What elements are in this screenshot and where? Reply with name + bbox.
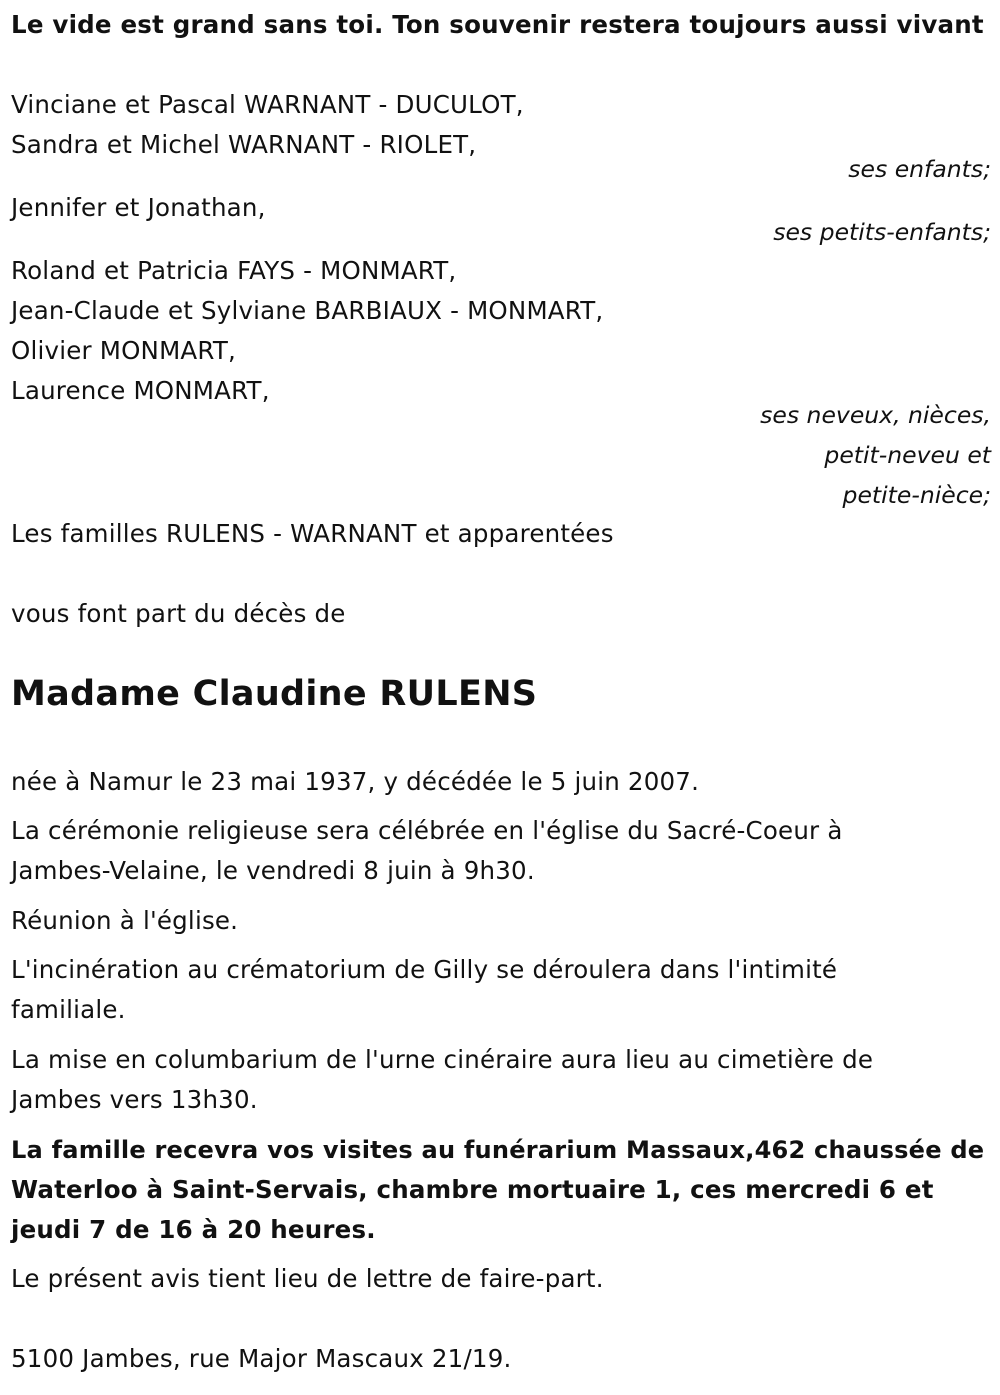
visits-line-2: Waterloo à Saint-Servais, chambre mortuaire 1, ces mercredi 6 et (11, 1175, 934, 1204)
birth-death-line: née à Namur le 23 mai 1937, y décédée le 5 juin 2007. (11, 767, 700, 796)
nephews-relation-3: petite-nièce; (842, 481, 991, 509)
incineration-line-1: L'incinération au crématorium de Gilly se déroulera dans l'intimité (11, 955, 838, 984)
families-line: Les familles RULENS - WARNANT et apparentées (11, 519, 614, 548)
columbarium-line-1: La mise en columbarium de l'urne cinéraire aura lieu au cimetière de (11, 1045, 874, 1074)
announce-line: vous font part du décès de (11, 599, 346, 628)
children-name-1: Vinciane et Pascal WARNANT - DUCULOT, (11, 90, 524, 119)
nephews-name-2: Jean-Claude et Sylviane BARBIAUX - MONMART, (11, 296, 604, 325)
address-line: 5100 Jambes, rue Major Mascaux 21/19. (11, 1344, 512, 1373)
visits-line-3: jeudi 7 de 16 à 20 heures. (11, 1215, 376, 1244)
notice-line: Le présent avis tient lieu de lettre de faire-part. (11, 1264, 604, 1293)
deceased-name: Madame Claudine RULENS (11, 674, 538, 714)
grandchildren-name-1: Jennifer et Jonathan, (11, 193, 266, 222)
nephews-name-1: Roland et Patricia FAYS - MONMART, (11, 256, 457, 285)
nephews-name-4: Laurence MONMART, (11, 376, 270, 405)
nephews-name-3: Olivier MONMART, (11, 336, 236, 365)
nephews-relation-2: petit-neveu et (824, 441, 991, 469)
ceremony-line-2: Jambes-Velaine, le vendredi 8 juin à 9h30. (11, 856, 535, 885)
children-relation: ses enfants; (848, 155, 991, 183)
grandchildren-relation: ses petits-enfants; (773, 218, 991, 246)
children-name-2: Sandra et Michel WARNANT - RIOLET, (11, 130, 477, 159)
ceremony-line-1: La cérémonie religieuse sera célébrée en l'église du Sacré-Coeur à (11, 816, 843, 845)
visits-line-1: La famille recevra vos visites au funérarium Massaux,462 chaussée de (11, 1136, 985, 1164)
headline: Le vide est grand sans toi. Ton souvenir restera toujours aussi vivant (11, 10, 984, 39)
meeting-line: Réunion à l'église. (11, 906, 239, 935)
columbarium-line-2: Jambes vers 13h30. (11, 1085, 258, 1114)
incineration-line-2: familiale. (11, 995, 126, 1024)
nephews-relation-1: ses neveux, nièces, (760, 401, 991, 429)
